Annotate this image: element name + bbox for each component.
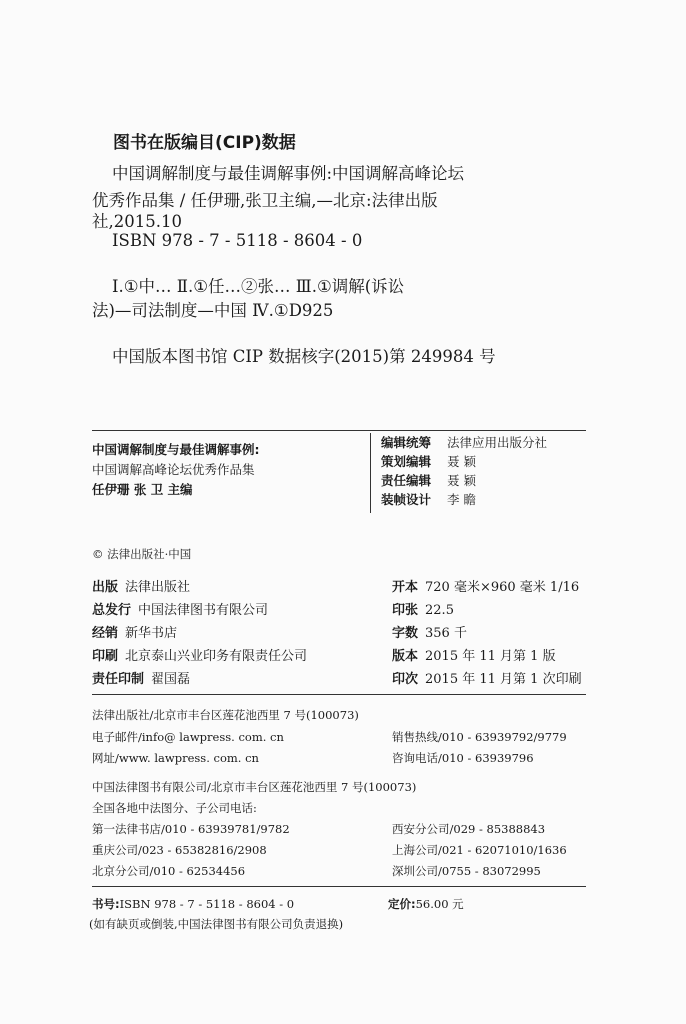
branch-item: 重庆公司/023 - 65382816/2908 [92, 843, 267, 857]
credit-row [381, 433, 547, 452]
pub-label: 责任印制 [92, 672, 145, 687]
cip-line-1: 中国调解制度与最佳调解事例:中国调解高峰论坛 [112, 164, 465, 183]
pub-label: 总发行 [92, 603, 132, 618]
publisher-email: 电子邮件/info@ lawpress. com. cn [92, 730, 284, 744]
pub-value: 北京泰山兴业印务有限责任公司 [125, 649, 308, 664]
pub-value: 22.5 [425, 603, 454, 618]
pub-label: 印次 [392, 672, 419, 687]
cip-class-line-2: 法)—司法制度—中国 Ⅳ.①D925 [92, 301, 334, 320]
pub-label: 出版 [92, 580, 119, 595]
branch-item: 深圳公司/0755 - 83072995 [392, 864, 541, 878]
publisher-address: 法律出版社/北京市丰台区莲花池西里 7 号(100073) [92, 708, 359, 722]
book-title: 中国调解制度与最佳调解事例: [92, 442, 260, 457]
branches-title: 全国各地中法图分、子公司电话: [92, 801, 257, 815]
isbn-line [92, 896, 294, 912]
branch-item: 北京分公司/010 - 62534456 [92, 864, 246, 878]
isbn-label: 书号: [92, 897, 120, 911]
pub-row [392, 622, 467, 641]
pub-value: 法律出版社 [125, 580, 191, 595]
credit-value: 李 瞻 [447, 492, 476, 507]
price-value: 56.00 元 [415, 897, 464, 911]
book-editors: 任伊珊 张 卫 主编 [92, 482, 193, 497]
credit-value: 聂 颖 [447, 473, 476, 488]
divider-line [92, 694, 586, 695]
pub-label: 版本 [392, 649, 419, 664]
cip-isbn-line: ISBN 978 - 7 - 5118 - 8604 - 0 [112, 231, 363, 250]
consult-phone: 咨询电话/010 - 63939796 [392, 751, 534, 765]
sales-hotline: 销售热线/010 - 63939792/9779 [392, 730, 567, 744]
credit-value: 法律应用出版分社 [447, 435, 548, 450]
pub-row [92, 599, 268, 618]
branch-item: 第一法律书店/010 - 63939781/9782 [92, 822, 290, 836]
pub-value: 新华书店 [125, 626, 178, 641]
isbn-value: ISBN 978 - 7 - 5118 - 8604 - 0 [119, 897, 295, 911]
cip-line-3: 社,2015.10 [92, 212, 182, 231]
pub-value: 720 毫米×960 毫米 1/16 [425, 580, 580, 595]
price-line [388, 896, 464, 912]
pub-row [392, 668, 582, 687]
cip-class-line-1: Ⅰ.①中… Ⅱ.①任…②张… Ⅲ.①调解(诉讼 [112, 277, 405, 296]
pub-label: 印刷 [92, 649, 119, 664]
credit-label: 编辑统筹 [381, 435, 432, 450]
pub-label: 字数 [392, 626, 419, 641]
pub-value: 翟国磊 [151, 672, 191, 687]
book-subtitle: 中国调解高峰论坛优秀作品集 [92, 462, 255, 477]
pub-row [92, 645, 307, 664]
book-info-left [92, 440, 362, 500]
distributor-address: 中国法律图书有限公司/北京市丰台区莲花池西里 7 号(100073) [92, 780, 417, 794]
return-note: (如有缺页或倒装,中国法律图书有限公司负责退换) [89, 917, 344, 931]
pub-row [92, 576, 190, 595]
pub-row [392, 645, 556, 664]
divider-line [92, 886, 586, 887]
cip-number-line: 中国版本图书馆 CIP 数据核字(2015)第 249984 号 [112, 347, 496, 366]
pub-row [392, 576, 579, 595]
pub-value: 2015 年 11 月第 1 次印刷 [425, 672, 582, 687]
pub-value: 中国法律图书有限公司 [138, 603, 269, 618]
pub-row [92, 668, 190, 687]
price-label: 定价: [388, 897, 416, 911]
credit-value: 聂 颖 [447, 454, 476, 469]
credit-row [381, 471, 547, 490]
pub-label: 印张 [392, 603, 419, 618]
pub-value: 356 千 [425, 626, 467, 641]
branch-item: 上海公司/021 - 62071010/1636 [392, 843, 567, 857]
pub-label: 开本 [392, 580, 419, 595]
pub-value: 2015 年 11 月第 1 版 [425, 649, 556, 664]
credit-row [381, 490, 547, 509]
pub-row [392, 599, 454, 618]
copyright-line: © 法律出版社·中国 [92, 547, 192, 561]
credit-label: 策划编辑 [381, 454, 432, 469]
credits-list [381, 433, 547, 509]
pub-label: 经销 [92, 626, 119, 641]
credit-label: 责任编辑 [381, 473, 432, 488]
credit-row [381, 452, 547, 471]
publisher-website: 网址/www. lawpress. com. cn [92, 751, 259, 765]
book-info-box [92, 430, 586, 513]
box-divider [370, 433, 371, 513]
pub-row [92, 622, 177, 641]
branch-item: 西安分公司/029 - 85388843 [392, 822, 546, 836]
cip-title: 图书在版编目(CIP)数据 [113, 133, 296, 153]
cip-line-2: 优秀作品集 / 任伊珊,张卫主编,—北京:法律出版 [92, 191, 438, 210]
credit-label: 装帧设计 [381, 492, 432, 507]
